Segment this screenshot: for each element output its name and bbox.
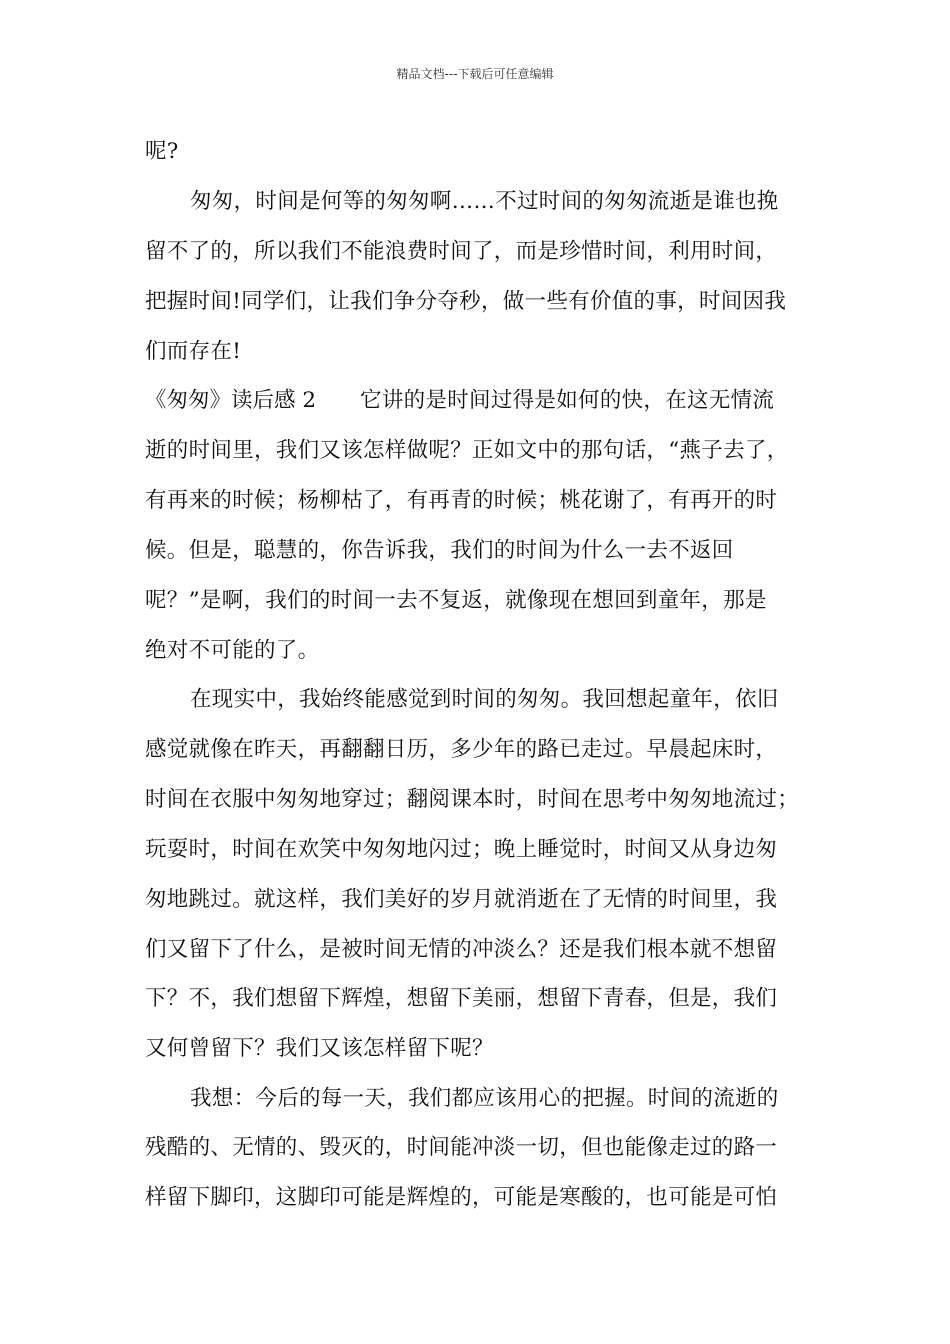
page-header: 精品文档---下载后可任意编辑 [396, 67, 554, 81]
text-segment: 它讲的是时间过得是如何的快，在这无情流 [360, 388, 775, 413]
text-line: 残酷的、无情的、毁灭的，时间能冲淡一切，但也能像走过的路一 [145, 1135, 778, 1160]
text-line: 我想：今后的每一天，我们都应该用心的把握。时间的流逝的 [190, 1086, 779, 1111]
text-line: 在现实中，我始终能感觉到时间的匆匆。我回想起童年，依旧 [190, 687, 779, 712]
text-line: 有再来的时候；杨柳枯了，有再青的时候；桃花谢了，有再开的时 [145, 488, 778, 513]
text-line: 们而存在! [145, 339, 242, 364]
text-line: 又何曾留下？我们又该怎样留下呢？ [145, 1036, 494, 1061]
section-title: 《匆匆》读后感 2 [145, 388, 317, 413]
text-line: 匆匆，时间是何等的匆匆啊……不过时间的匆匆流逝是谁也挽 [190, 189, 779, 214]
text-line: 留不了的，所以我们不能浪费时间了，而是珍惜时间，利用时间， [145, 239, 778, 264]
text-line [145, 387, 774, 415]
text-line: 们又留下了什么，是被时间无情的冲淡么？还是我们根本就不想留 [145, 937, 778, 962]
text-line: 时间在衣服中匆匆地穿过；翻阅课本时，时间在思考中匆匆地流过； [145, 787, 800, 812]
text-line: 呢？”是啊，我们的时间一去不复返，就像现在想回到童年，那是 [145, 588, 767, 613]
text-line: 候。但是，聪慧的，你告诉我，我们的时间为什么一去不返回 [145, 538, 734, 563]
text-line: 把握时间!同学们，让我们争分夺秒，做一些有价值的事，时间因我 [145, 289, 787, 314]
text-line: 匆地跳过。就这样，我们美好的岁月就消逝在了无情的时间里，我 [145, 887, 778, 912]
text-line: 呢? [145, 139, 179, 164]
text-line: 下？不，我们想留下辉煌，想留下美丽，想留下青春，但是，我们 [145, 986, 778, 1011]
text-line: 玩耍时，时间在欢笑中匆匆地闪过；晚上睡觉时，时间又从身边匆 [145, 837, 778, 862]
text-line: 绝对不可能的了。 [145, 638, 320, 663]
text-line: 感觉就像在昨天，再翻翻日历，多少年的路已走过。早晨起床时， [145, 737, 778, 762]
text-line: 逝的时间里，我们又该怎样做呢？正如文中的那句话，“燕子去了， [145, 438, 789, 463]
text-line: 样留下脚印，这脚印可能是辉煌的，可能是寒酸的，也可能是可怕 [145, 1185, 778, 1210]
